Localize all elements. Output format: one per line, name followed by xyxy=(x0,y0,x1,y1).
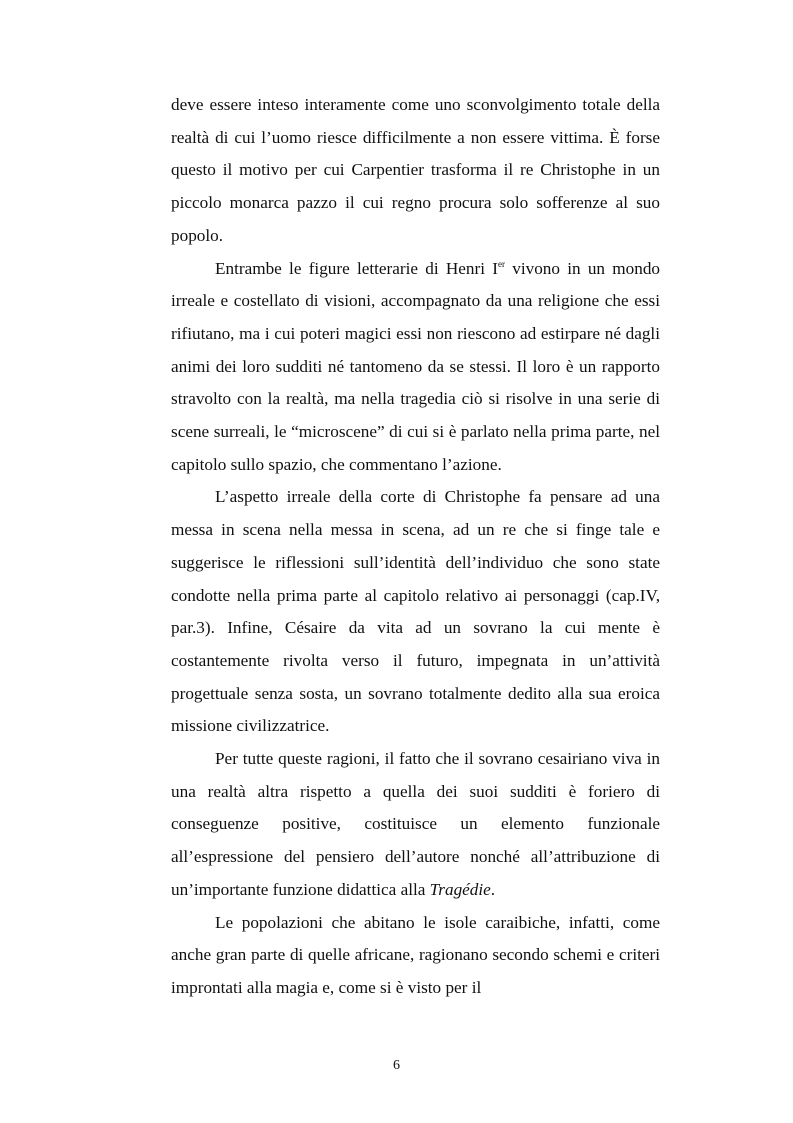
page-number: 6 xyxy=(393,1058,400,1073)
title-italic: Tragédie xyxy=(429,879,491,899)
paragraph-1: deve essere inteso interamente come uno sconvolgimento totale della realtà di cui l’uomo riesce difficilmente a non essere vittima. È forse questo il motivo per cui Carpentier trasforma il re Christophe in un piccolo monarca pazzo il cui regno procura solo sofferenze al suo popolo. xyxy=(171,95,660,245)
paragraph-5: Le popolazioni che abitano le isole caraibiche, infatti, come anche gran parte di quelle africane, ragionano secondo schemi e criteri improntati alla magia e, come si è visto per il xyxy=(171,912,660,997)
paragraph-4 xyxy=(171,743,660,907)
body-text xyxy=(171,89,660,1005)
paragraph-4-end: . xyxy=(490,879,496,899)
ordinal-superscript: er xyxy=(498,258,505,269)
paragraph-2-rest: vivono in un mondo irreale e costellato di visioni, accompagnato da una religione che essi rifiutano, ma i cui poteri magici essi non riescono ad estirpare né dagli animi dei loro sudditi né tantomeno da se stessi. Il loro è un rapporto stravolto con la realtà, ma nella tragedia ciò si risolve in una serie di scene surreali, le “microscene” di cui si è parlato nella prima parte, nel capitolo sullo spazio, che commentano l’azione. xyxy=(171,258,661,474)
paragraph-2-start: Entrambe le figure letterarie di Henri I xyxy=(215,258,498,278)
paragraph-3: L’aspetto irreale della corte di Christophe fa pensare ad una messa in scena nella messa in scena, ad un re che si finge tale e suggerisce le riflessioni sull’identità dell’individuo che sono state condotte nella prima parte al capitolo relativo ai personaggi (cap.IV, par.3). Infine, Césaire da vita ad un sovrano la cui mente è costantemente rivolta verso il futuro, impegnata in un’attività progettuale senza sosta, un sovrano totalmente dedito alla sua eroica missione civilizzatrice. xyxy=(171,487,660,736)
paragraph-4-start: Per tutte queste ragioni, il fatto che il sovrano cesairiano viva in una realtà altra rispetto a quella dei suoi sudditi è foriero di conseguenze positive, costituisce un elemento funzionale all’espressione del pensiero dell’autore nonché all’attribuzione di un’importante funzione didattica alla xyxy=(171,749,660,899)
paragraph-2 xyxy=(171,253,660,482)
